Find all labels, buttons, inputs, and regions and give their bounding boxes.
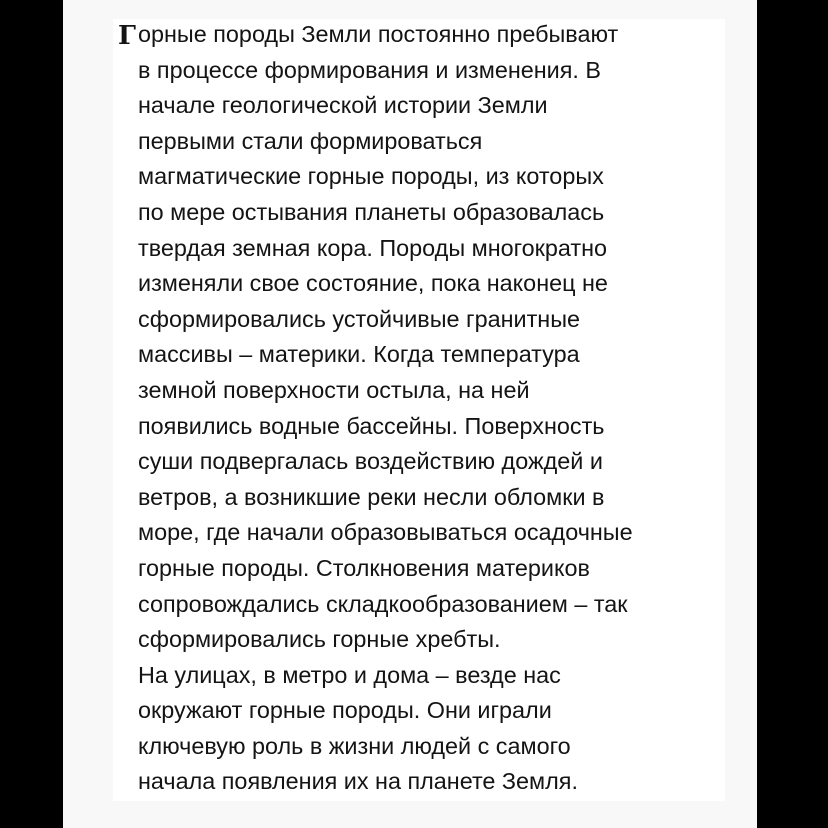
text-line: изменяли свое состояние, пока наконец не: [138, 270, 608, 297]
text-line: начале геологической истории Земли: [138, 92, 548, 119]
text-line: сопровождались складкообразованием – так: [138, 590, 628, 617]
text-line: появились водные бассейны. Поверхность: [138, 412, 605, 439]
text-line: На улицах, в метро и дома – везде нас: [138, 661, 561, 688]
text-line: орные породы Земли постоянно пребывают: [138, 21, 619, 47]
text-line: сформировались горные хребты.: [138, 626, 501, 653]
text-line: массивы – материки. Когда температура: [138, 341, 580, 368]
text-line: ветров, а возникшие реки несли обломки в: [138, 483, 605, 510]
text-line: горные породы. Столкновения материков: [138, 554, 590, 581]
text-line: сформировались устойчивые гранитные: [138, 305, 581, 332]
text-line: море, где начали образовываться осадочные: [138, 519, 633, 546]
text-line: твердая земная кора. Породы многократно: [138, 234, 608, 261]
text-line: окружают горные породы. Они играли: [138, 697, 552, 724]
text-line: суши подвергалась воздействию дождей и: [138, 448, 603, 475]
text-line: магматические горные породы, из которых: [138, 163, 604, 190]
text-line: земной поверхности остыла, на ней: [138, 376, 530, 403]
drop-cap-letter: Г: [118, 21, 136, 51]
text-line: начала появления их на планете Земля.: [138, 768, 578, 795]
text-line: в процессе формирования и изменения. В: [138, 56, 602, 83]
article-text: [138, 17, 728, 800]
text-line: по мере остывания планеты образовалась: [138, 198, 605, 225]
text-line: первыми стали формироваться: [138, 127, 483, 154]
text-line: ключевую роль в жизни людей с самого: [138, 732, 571, 759]
